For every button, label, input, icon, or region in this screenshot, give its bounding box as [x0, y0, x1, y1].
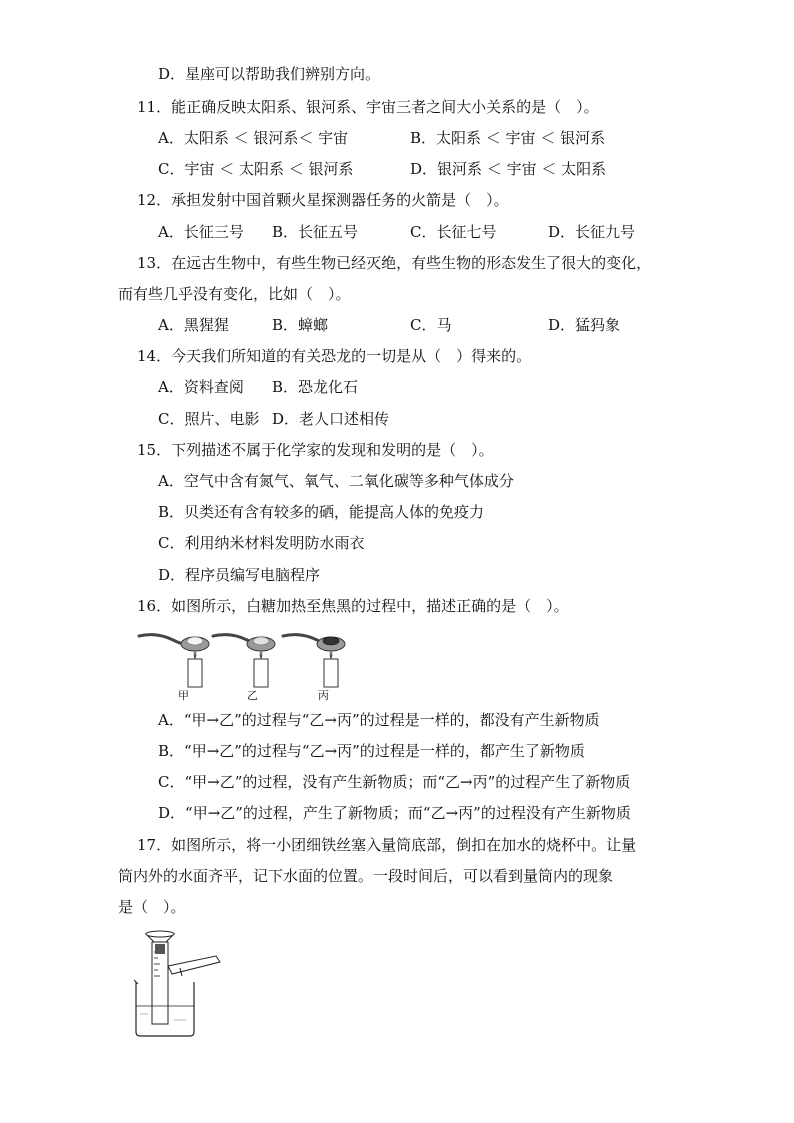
- q13-option-a: A．黑猩猩: [158, 316, 229, 334]
- figure-label-bing: 丙: [318, 689, 329, 702]
- q13-option-d: D．猛犸象: [548, 316, 621, 334]
- q16-option-a: A．“甲→乙”的过程与“乙→丙”的过程是一样的，都没有产生新物质: [158, 711, 600, 729]
- q13-option-b: B．蟑螂: [272, 316, 329, 334]
- q10-option-d: D．星座可以帮助我们辨别方向。: [158, 65, 381, 83]
- q11-stem: 11．能正确反映太阳系、银河系、宇宙三者之间大小关系的是（ ）。: [137, 98, 599, 116]
- q14-option-b: B．恐龙化石: [272, 378, 359, 396]
- figure-label-jia: 甲: [178, 689, 189, 702]
- q12-option-d: D．长征九号: [548, 223, 636, 241]
- q17-stem-line2: 筒内外的水面齐平，记下水面的位置。一段时间后，可以看到量筒内的现象: [118, 867, 614, 885]
- q15-option-d: D．程序员编写电脑程序: [158, 566, 321, 584]
- spoon-yi-illustration: [213, 635, 275, 687]
- q14-option-a: A．资料查阅: [158, 378, 244, 396]
- q13-stem-line2: 而有些几乎没有变化，比如（ ）。: [118, 285, 351, 303]
- q14-option-d: D．老人口述相传: [272, 410, 390, 428]
- cylinder-in-beaker-figure: [128, 928, 228, 1040]
- q13-option-c: C．马: [410, 316, 452, 334]
- q14-stem: 14．今天我们所知道的有关恐龙的一切是从（ ）得来的。: [137, 347, 532, 365]
- sugar-heating-spoons-figure: [137, 628, 367, 690]
- q17-stem-line3: 是（ ）。: [118, 898, 186, 916]
- q17-stem-line1: 17．如图所示，将一小团细铁丝塞入量筒底部，倒扣在加水的烧杯中。让量: [137, 836, 637, 854]
- q16-option-d: D．“甲→乙”的过程，产生了新物质；而“乙→丙”的过程没有产生新物质: [158, 804, 631, 822]
- spoon-bing-illustration: [283, 635, 345, 687]
- q12-option-c: C．长征七号: [410, 223, 497, 241]
- q11-option-a: A．太阳系 ＜ 银河系＜ 宇宙: [158, 129, 349, 147]
- q15-option-b: B．贝类还有含有较多的硒，能提高人体的免疫力: [158, 503, 485, 521]
- q11-option-b: B．太阳系 ＜ 宇宙 ＜ 银河系: [410, 129, 606, 147]
- q12-stem: 12．承担发射中国首颗火星探测器任务的火箭是（ ）。: [137, 191, 509, 209]
- q15-option-c: C．利用纳米材料发明防水雨衣: [158, 534, 365, 552]
- q14-option-c: C．照片、电影: [158, 410, 260, 428]
- q16-option-c: C．“甲→乙”的过程，没有产生新物质；而“乙→丙”的过程产生了新物质: [158, 773, 631, 791]
- spoon-jia-illustration: [139, 635, 209, 687]
- q11-option-d: D．银河系 ＜ 宇宙 ＜ 太阳系: [410, 160, 607, 178]
- q13-stem-line1: 13．在远古生物中，有些生物已经灭绝，有些生物的形态发生了很大的变化，: [137, 254, 652, 272]
- q15-option-a: A．空气中含有氮气、氧气、二氧化碳等多种气体成分: [158, 472, 514, 490]
- q12-option-b: B．长征五号: [272, 223, 359, 241]
- q12-option-a: A．长征三号: [158, 223, 244, 241]
- q15-stem: 15．下列描述不属于化学家的发现和发明的是（ ）。: [137, 441, 494, 459]
- q11-option-c: C．宇宙 ＜ 太阳系 ＜ 银河系: [158, 160, 354, 178]
- q16-option-b: B．“甲→乙”的过程与“乙→丙”的过程是一样的，都产生了新物质: [158, 742, 585, 760]
- figure-label-yi: 乙: [247, 689, 258, 702]
- q16-stem: 16．如图所示，白糖加热至焦黑的过程中，描述正确的是（ ）。: [137, 597, 569, 615]
